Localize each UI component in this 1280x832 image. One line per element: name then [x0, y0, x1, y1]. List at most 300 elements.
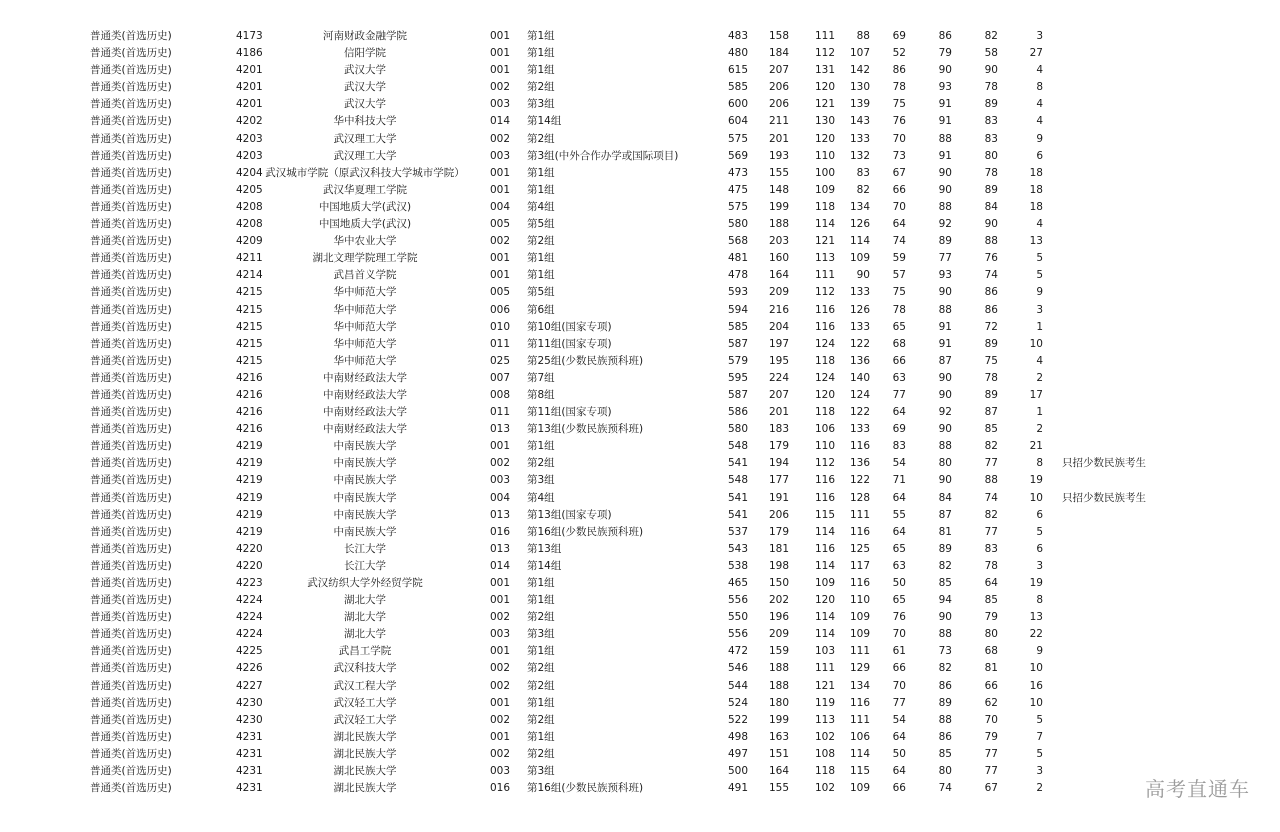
score-cell-6: 90 — [938, 388, 952, 401]
table-row — [0, 438, 1280, 455]
group-name-cell: 第1组 — [527, 594, 555, 607]
group-code-cell: 002 — [490, 132, 511, 145]
score-cell-6: 92 — [938, 218, 952, 231]
score-cell-3: 111 — [814, 662, 835, 675]
category-cell: 普通类(首选历史) — [90, 166, 172, 179]
count-cell: 5 — [1036, 713, 1043, 726]
total-score-cell: 586 — [727, 406, 748, 419]
school-name-cell: 武汉轻工大学 — [333, 713, 397, 726]
score-cell-6: 73 — [938, 645, 952, 658]
score-cell-6: 90 — [938, 474, 952, 487]
group-code-cell: 001 — [490, 183, 511, 196]
score-cell-6: 90 — [938, 371, 952, 384]
group-name-cell: 第1组 — [527, 252, 555, 265]
score-cell-4: 129 — [849, 662, 870, 675]
score-cell-7: 81 — [984, 662, 998, 675]
school-code-cell: 4204 — [236, 166, 263, 179]
score-cell-3: 120 — [814, 388, 835, 401]
score-cell-7: 70 — [984, 713, 998, 726]
score-cell-2: 206 — [768, 81, 789, 94]
school-code-cell: 4173 — [236, 30, 263, 42]
score-cell-2: 204 — [768, 320, 789, 333]
total-score-cell: 579 — [727, 354, 748, 367]
group-name-cell: 第2组 — [527, 662, 555, 675]
school-code-cell: 4227 — [236, 679, 263, 692]
group-code-cell: 001 — [490, 594, 511, 607]
group-name-cell: 第2组 — [527, 713, 555, 726]
table-row — [0, 455, 1280, 472]
score-cell-2: 183 — [768, 423, 789, 436]
school-name-cell: 湖北大学 — [344, 594, 386, 607]
group-code-cell: 002 — [490, 747, 511, 760]
score-cell-4: 124 — [849, 388, 870, 401]
table-row — [0, 763, 1280, 780]
school-name-cell: 长江大学 — [344, 559, 386, 572]
total-score-cell: 580 — [727, 423, 748, 436]
category-cell: 普通类(首选历史) — [90, 337, 172, 350]
score-cell-7: 78 — [984, 371, 998, 384]
score-cell-6: 80 — [938, 765, 952, 778]
score-cell-7: 89 — [984, 337, 998, 350]
score-cell-7: 80 — [984, 149, 998, 162]
table-row — [0, 199, 1280, 216]
score-cell-6: 84 — [938, 491, 952, 504]
score-cell-3: 100 — [814, 166, 835, 179]
table-row — [0, 524, 1280, 541]
score-cell-5: 69 — [892, 423, 906, 436]
school-name-cell: 武汉城市学院（原武汉科技大学城市学院） — [265, 166, 465, 179]
group-code-cell: 005 — [490, 286, 511, 299]
category-cell: 普通类(首选历史) — [90, 679, 172, 692]
count-cell: 5 — [1036, 269, 1043, 282]
score-cell-4: 111 — [849, 713, 870, 726]
score-cell-6: 88 — [938, 303, 952, 316]
group-code-cell: 001 — [490, 696, 511, 709]
school-code-cell: 4215 — [236, 286, 263, 299]
school-name-cell: 中南财经政法大学 — [323, 406, 407, 419]
score-cell-6: 89 — [938, 696, 952, 709]
score-cell-2: 163 — [768, 730, 789, 743]
total-score-cell: 480 — [727, 47, 748, 60]
category-cell: 普通类(首选历史) — [90, 252, 172, 265]
total-score-cell: 548 — [727, 440, 748, 453]
count-cell: 4 — [1036, 354, 1043, 367]
score-cell-3: 116 — [814, 320, 835, 333]
score-cell-3: 106 — [814, 423, 835, 436]
score-cell-5: 77 — [892, 696, 906, 709]
group-name-cell: 第2组 — [527, 611, 555, 624]
score-cell-6: 86 — [938, 730, 952, 743]
score-cell-3: 118 — [814, 406, 835, 419]
group-code-cell: 004 — [490, 491, 511, 504]
score-cell-2: 209 — [768, 286, 789, 299]
score-cell-5: 86 — [892, 64, 906, 77]
category-cell: 普通类(首选历史) — [90, 730, 172, 743]
group-name-cell: 第3组(中外合作办学或国际项目) — [527, 149, 679, 162]
score-cell-2: 188 — [768, 679, 789, 692]
table-row — [0, 319, 1280, 336]
group-code-cell: 002 — [490, 81, 511, 94]
table-row — [0, 695, 1280, 712]
school-code-cell: 4205 — [236, 183, 263, 196]
score-cell-7: 90 — [984, 218, 998, 231]
score-cell-4: 125 — [849, 542, 870, 555]
score-cell-6: 86 — [938, 30, 952, 42]
group-name-cell: 第14组 — [527, 115, 562, 128]
score-cell-4: 136 — [849, 354, 870, 367]
score-cell-7: 74 — [984, 491, 998, 504]
score-cell-4: 116 — [849, 440, 870, 453]
count-cell: 10 — [1029, 337, 1043, 350]
score-cell-2: 206 — [768, 98, 789, 111]
school-name-cell: 华中师范大学 — [333, 303, 397, 316]
category-cell: 普通类(首选历史) — [90, 132, 172, 145]
score-cell-3: 114 — [814, 525, 835, 538]
score-cell-6: 88 — [938, 200, 952, 213]
group-name-cell: 第2组 — [527, 679, 555, 692]
score-cell-3: 109 — [814, 577, 835, 589]
score-cell-7: 78 — [984, 81, 998, 94]
score-cell-2: 177 — [768, 474, 789, 487]
total-score-cell: 556 — [727, 628, 748, 641]
score-cell-4: 139 — [849, 98, 870, 111]
count-cell: 9 — [1036, 645, 1043, 658]
group-name-cell: 第11组(国家专项) — [527, 337, 612, 350]
category-cell: 普通类(首选历史) — [90, 47, 172, 60]
school-code-cell: 4215 — [236, 320, 263, 333]
group-code-cell: 001 — [490, 440, 511, 453]
group-name-cell: 第1组 — [527, 166, 555, 179]
score-cell-7: 79 — [984, 730, 998, 743]
category-cell: 普通类(首选历史) — [90, 183, 172, 196]
table-row — [0, 404, 1280, 421]
category-cell: 普通类(首选历史) — [90, 611, 172, 624]
group-code-cell: 002 — [490, 611, 511, 624]
count-cell: 5 — [1036, 525, 1043, 538]
group-code-cell: 001 — [490, 30, 511, 42]
school-name-cell: 中南财经政法大学 — [323, 371, 407, 384]
school-code-cell: 4216 — [236, 423, 263, 436]
school-name-cell: 湖北民族大学 — [333, 747, 397, 760]
group-name-cell: 第2组 — [527, 81, 555, 94]
score-cell-4: 107 — [849, 47, 870, 60]
category-cell: 普通类(首选历史) — [90, 423, 172, 436]
score-cell-4: 126 — [849, 303, 870, 316]
score-cell-3: 113 — [814, 252, 835, 265]
group-code-cell: 014 — [490, 115, 511, 128]
score-cell-6: 90 — [938, 611, 952, 624]
score-cell-5: 64 — [892, 406, 906, 419]
score-cell-2: 150 — [768, 577, 789, 589]
school-code-cell: 4226 — [236, 662, 263, 675]
count-cell: 8 — [1036, 81, 1043, 94]
table-row — [0, 165, 1280, 182]
category-cell: 普通类(首选历史) — [90, 200, 172, 213]
score-cell-7: 62 — [984, 696, 998, 709]
score-cell-2: 158 — [768, 30, 789, 42]
total-score-cell: 538 — [727, 559, 748, 572]
category-cell: 普通类(首选历史) — [90, 440, 172, 453]
school-code-cell: 4224 — [236, 594, 263, 607]
school-name-cell: 武汉大学 — [344, 98, 386, 111]
score-cell-2: 159 — [768, 645, 789, 658]
group-name-cell: 第13组 — [527, 542, 562, 555]
score-cell-4: 134 — [849, 679, 870, 692]
score-cell-7: 67 — [984, 782, 998, 795]
score-cell-2: 201 — [768, 406, 789, 419]
group-name-cell: 第1组 — [527, 696, 555, 709]
score-cell-4: 111 — [849, 645, 870, 658]
score-cell-4: 90 — [856, 269, 870, 282]
score-cell-4: 114 — [849, 747, 870, 760]
score-cell-4: 143 — [849, 115, 870, 128]
score-cell-7: 89 — [984, 98, 998, 111]
group-name-cell: 第1组 — [527, 440, 555, 453]
table-row — [0, 370, 1280, 387]
score-cell-5: 55 — [892, 508, 906, 521]
group-code-cell: 025 — [490, 354, 511, 367]
count-cell: 3 — [1036, 765, 1043, 778]
score-cell-4: 110 — [849, 594, 870, 607]
score-cell-2: 184 — [768, 47, 789, 60]
category-cell: 普通类(首选历史) — [90, 286, 172, 299]
total-score-cell: 546 — [727, 662, 748, 675]
total-score-cell: 541 — [727, 508, 748, 521]
score-cell-2: 194 — [768, 457, 789, 470]
score-cell-5: 65 — [892, 320, 906, 333]
count-cell: 9 — [1036, 132, 1043, 145]
total-score-cell: 475 — [727, 183, 748, 196]
category-cell: 普通类(首选历史) — [90, 269, 172, 282]
score-cell-2: 181 — [768, 542, 789, 555]
score-cell-7: 74 — [984, 269, 998, 282]
score-cell-6: 93 — [938, 81, 952, 94]
score-cell-5: 64 — [892, 491, 906, 504]
score-cell-7: 89 — [984, 183, 998, 196]
school-name-cell: 长江大学 — [344, 542, 386, 555]
score-cell-6: 89 — [938, 235, 952, 248]
total-score-cell: 587 — [727, 388, 748, 401]
table-row — [0, 472, 1280, 489]
score-cell-4: 109 — [849, 252, 870, 265]
score-cell-6: 91 — [938, 320, 952, 333]
score-cell-7: 85 — [984, 594, 998, 607]
score-cell-6: 93 — [938, 269, 952, 282]
score-cell-2: 179 — [768, 440, 789, 453]
school-name-cell: 华中农业大学 — [333, 235, 397, 248]
score-cell-4: 83 — [856, 166, 870, 179]
total-score-cell: 465 — [727, 577, 748, 589]
total-score-cell: 544 — [727, 679, 748, 692]
group-name-cell: 第3组 — [527, 474, 555, 487]
school-code-cell: 4231 — [236, 730, 263, 743]
total-score-cell: 548 — [727, 474, 748, 487]
count-cell: 6 — [1036, 508, 1043, 521]
count-cell: 10 — [1029, 662, 1043, 675]
score-cell-7: 66 — [984, 679, 998, 692]
group-name-cell: 第1组 — [527, 269, 555, 282]
count-cell: 19 — [1029, 577, 1043, 589]
score-cell-5: 64 — [892, 730, 906, 743]
score-cell-2: 164 — [768, 269, 789, 282]
score-cell-2: 199 — [768, 713, 789, 726]
total-score-cell: 473 — [727, 166, 748, 179]
group-code-cell: 003 — [490, 765, 511, 778]
group-code-cell: 002 — [490, 235, 511, 248]
score-cell-4: 134 — [849, 200, 870, 213]
category-cell: 普通类(首选历史) — [90, 388, 172, 401]
count-cell: 17 — [1029, 388, 1043, 401]
score-cell-4: 111 — [849, 508, 870, 521]
total-score-cell: 524 — [727, 696, 748, 709]
score-cell-5: 67 — [892, 166, 906, 179]
total-score-cell: 575 — [727, 132, 748, 145]
group-code-cell: 001 — [490, 47, 511, 60]
score-cell-3: 114 — [814, 628, 835, 641]
table-row — [0, 28, 1280, 45]
school-code-cell: 4216 — [236, 406, 263, 419]
count-cell: 27 — [1029, 47, 1043, 60]
group-code-cell: 011 — [490, 337, 511, 350]
school-code-cell: 4220 — [236, 542, 263, 555]
table-row — [0, 302, 1280, 319]
score-cell-4: 115 — [849, 765, 870, 778]
note-cell: 只招少数民族考生 — [1062, 491, 1146, 504]
count-cell: 16 — [1029, 679, 1043, 692]
school-name-cell: 武汉华夏理工学院 — [323, 183, 407, 196]
group-code-cell: 008 — [490, 388, 511, 401]
school-name-cell: 武汉科技大学 — [333, 662, 397, 675]
score-cell-5: 64 — [892, 218, 906, 231]
score-cell-3: 116 — [814, 303, 835, 316]
score-cell-5: 64 — [892, 765, 906, 778]
group-name-cell: 第16组(少数民族预科班) — [527, 525, 644, 538]
score-cell-3: 113 — [814, 713, 835, 726]
school-code-cell: 4219 — [236, 491, 263, 504]
school-name-cell: 武汉纺织大学外经贸学院 — [307, 577, 423, 589]
total-score-cell: 568 — [727, 235, 748, 248]
score-cell-5: 76 — [892, 115, 906, 128]
total-score-cell: 587 — [727, 337, 748, 350]
category-cell: 普通类(首选历史) — [90, 713, 172, 726]
group-code-cell: 001 — [490, 577, 511, 589]
total-score-cell: 498 — [727, 730, 748, 743]
score-cell-7: 77 — [984, 525, 998, 538]
total-score-cell: 593 — [727, 286, 748, 299]
score-cell-7: 87 — [984, 406, 998, 419]
score-cell-5: 50 — [892, 577, 906, 589]
table-row — [0, 712, 1280, 729]
score-cell-5: 70 — [892, 628, 906, 641]
score-cell-5: 64 — [892, 525, 906, 538]
score-cell-6: 92 — [938, 406, 952, 419]
score-cell-3: 114 — [814, 611, 835, 624]
school-code-cell: 4216 — [236, 388, 263, 401]
category-cell: 普通类(首选历史) — [90, 628, 172, 641]
score-cell-3: 120 — [814, 81, 835, 94]
count-cell: 4 — [1036, 115, 1043, 128]
total-score-cell: 497 — [727, 747, 748, 760]
total-score-cell: 600 — [727, 98, 748, 111]
school-name-cell: 华中科技大学 — [333, 115, 397, 128]
group-code-cell: 016 — [490, 525, 511, 538]
count-cell: 6 — [1036, 542, 1043, 555]
score-cell-5: 63 — [892, 371, 906, 384]
group-code-cell: 011 — [490, 406, 511, 419]
score-cell-2: 179 — [768, 525, 789, 538]
score-cell-3: 112 — [814, 47, 835, 60]
group-code-cell: 003 — [490, 98, 511, 111]
group-name-cell: 第1组 — [527, 730, 555, 743]
count-cell: 13 — [1029, 235, 1043, 248]
table-row — [0, 643, 1280, 660]
table-row — [0, 113, 1280, 130]
group-name-cell: 第2组 — [527, 132, 555, 145]
total-score-cell: 556 — [727, 594, 748, 607]
score-cell-6: 88 — [938, 628, 952, 641]
group-code-cell: 005 — [490, 218, 511, 231]
score-cell-3: 112 — [814, 286, 835, 299]
school-name-cell: 华中师范大学 — [333, 320, 397, 333]
category-cell: 普通类(首选历史) — [90, 645, 172, 658]
score-cell-7: 82 — [984, 508, 998, 521]
score-cell-2: 211 — [768, 115, 789, 128]
score-cell-4: 109 — [849, 782, 870, 795]
score-cell-5: 66 — [892, 782, 906, 795]
table-row — [0, 233, 1280, 250]
school-code-cell: 4219 — [236, 508, 263, 521]
school-code-cell: 4203 — [236, 132, 263, 145]
score-cell-7: 90 — [984, 64, 998, 77]
score-cell-3: 118 — [814, 354, 835, 367]
score-cell-7: 64 — [984, 577, 998, 589]
school-code-cell: 4219 — [236, 440, 263, 453]
score-cell-2: 148 — [768, 183, 789, 196]
score-cell-3: 116 — [814, 542, 835, 555]
score-cell-3: 111 — [814, 30, 835, 42]
school-code-cell: 4216 — [236, 371, 263, 384]
score-cell-5: 63 — [892, 559, 906, 572]
group-code-cell: 004 — [490, 200, 511, 213]
group-name-cell: 第5组 — [527, 218, 555, 231]
count-cell: 9 — [1036, 286, 1043, 299]
total-score-cell: 541 — [727, 491, 748, 504]
category-cell: 普通类(首选历史) — [90, 371, 172, 384]
total-score-cell: 595 — [727, 371, 748, 384]
score-cell-3: 121 — [814, 98, 835, 111]
total-score-cell: 472 — [727, 645, 748, 658]
school-name-cell: 武昌工学院 — [338, 645, 392, 658]
school-code-cell: 4208 — [236, 218, 263, 231]
score-cell-2: 198 — [768, 559, 789, 572]
category-cell: 普通类(首选历史) — [90, 81, 172, 94]
table-row — [0, 729, 1280, 746]
score-cell-5: 74 — [892, 235, 906, 248]
total-score-cell: 580 — [727, 218, 748, 231]
score-cell-2: 188 — [768, 218, 789, 231]
group-code-cell: 003 — [490, 628, 511, 641]
school-name-cell: 中南民族大学 — [333, 474, 397, 487]
count-cell: 21 — [1029, 440, 1043, 453]
score-cell-6: 90 — [938, 286, 952, 299]
table-row — [0, 148, 1280, 165]
category-cell: 普通类(首选历史) — [90, 765, 172, 778]
category-cell: 普通类(首选历史) — [90, 594, 172, 607]
score-cell-3: 119 — [814, 696, 835, 709]
school-name-cell: 湖北民族大学 — [333, 765, 397, 778]
score-cell-3: 120 — [814, 132, 835, 145]
score-cell-5: 59 — [892, 252, 906, 265]
